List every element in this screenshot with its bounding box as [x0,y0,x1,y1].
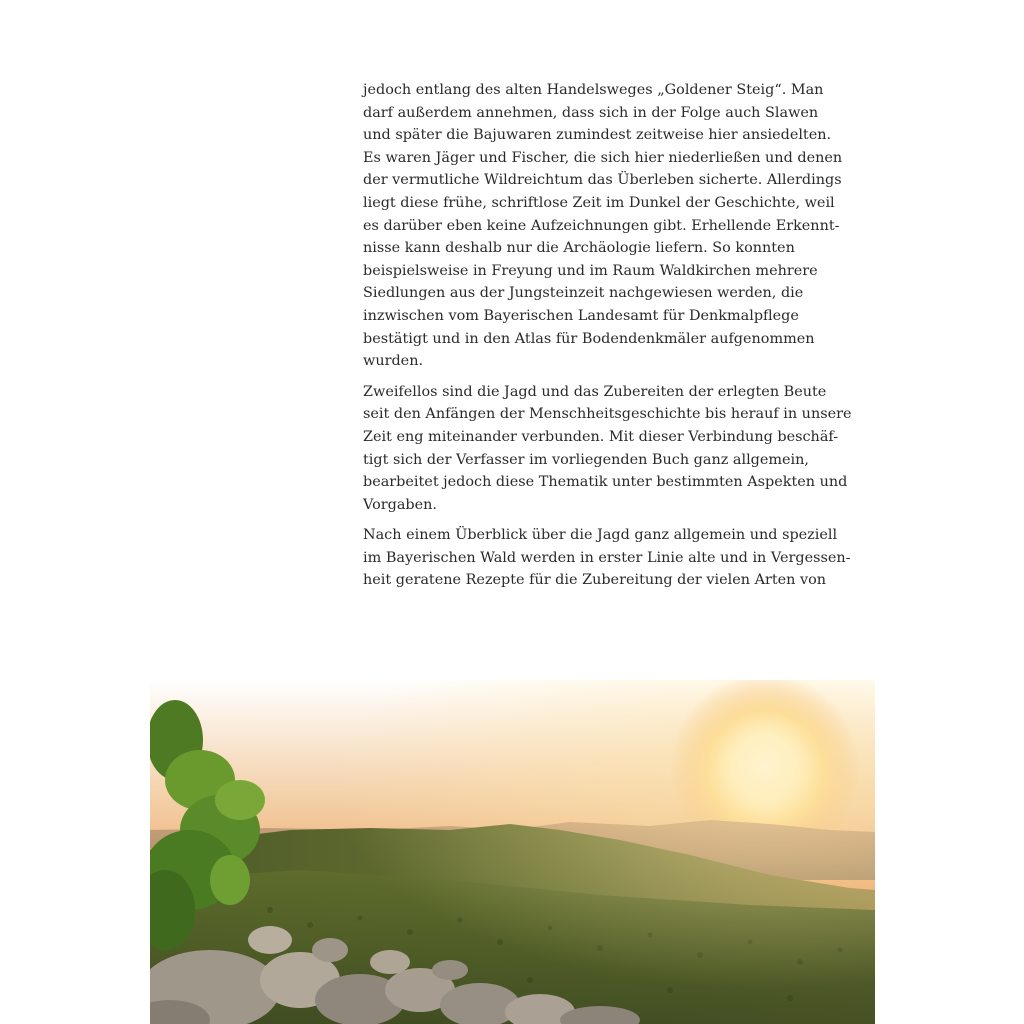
body-text [363,79,852,600]
text-line: liegt diese frühe, schriftlose Zeit im Dunkel der Geschichte, weil [363,194,835,211]
text-line: darf außerdem annehmen, dass sich in der Folge auch Slawen [363,104,819,121]
text-line: der vermutliche Wildreichtum das Überleben sicherte. Allerdings [363,172,842,189]
text-line: Zeit eng miteinander verbunden. Mit dieser Verbindung beschäf- [363,428,839,445]
landscape-photo [150,680,875,1024]
sunset-forest-image [150,680,875,1024]
text-line: beispielsweise in Freyung und im Raum Waldkirchen mehrere [363,262,818,279]
paragraph-1 [363,79,843,373]
text-line: es darüber eben keine Aufzeichnungen gibt. Erhellende Erkennt- [363,217,840,234]
text-line: bearbeitet jedoch diese Thematik unter bestimmten Aspekten und [363,474,848,491]
paragraph-2 [363,381,852,517]
text-line: Siedlungen aus der Jungsteinzeit nachgewiesen werden, die [363,285,804,302]
text-line: Vorgaben. [363,496,437,513]
text-line: inzwischen vom Bayerischen Landesamt für Denkmalpflege [363,307,799,324]
text-line: und später die Bajuwaren zumindest zeitweise hier ansiedelten. [363,127,832,144]
text-line: Nach einem Überblick über die Jagd ganz allgemein und speziell [363,527,838,544]
text-line: heit geratene Rezepte für die Zubereitung der vielen Arten von [363,572,827,589]
text-line: im Bayerischen Wald werden in erster Linie alte und in Vergessen- [363,549,851,566]
text-line: wurden. [363,353,424,370]
text-line: seit den Anfängen der Menschheitsgeschichte bis herauf in unsere [363,406,852,423]
text-line: Es waren Jäger und Fischer, die sich hier niederließen und denen [363,149,843,166]
text-line: tigt sich der Verfasser im vorliegenden Buch ganz allgemein, [363,451,810,468]
text-line: bestätigt und in den Atlas für Bodendenkmäler aufgenommen [363,330,815,347]
text-line: nisse kann deshalb nur die Archäologie liefern. So konnten [363,240,795,257]
paragraph-3 [363,524,851,592]
text-line: jedoch entlang des alten Handelsweges „Goldener Steig“. Man [363,82,824,98]
text-line: Zweifellos sind die Jagd und das Zubereiten der erlegten Beute [363,383,827,400]
